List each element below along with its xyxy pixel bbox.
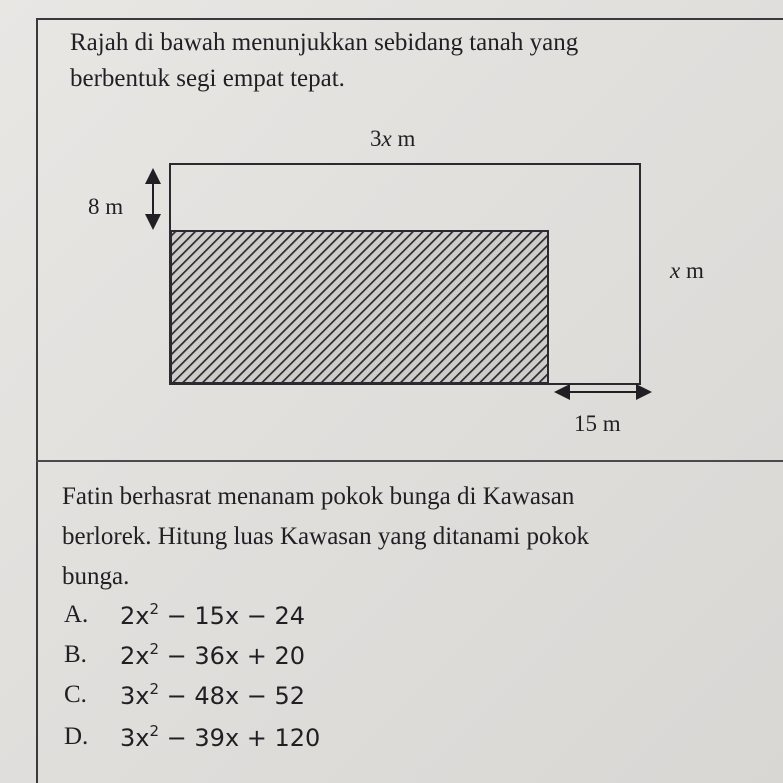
option-a-expression: $2x^2 - 15x - 24$ [120,600,306,630]
option-d-letter: D. [64,723,89,750]
option-b-letter: B. [64,641,87,668]
option-d-expression: $3x^2 - 39x + 120$ [120,722,321,752]
prompt-line-3: bunga. [62,563,130,590]
intro-line-2: berbentuk segi empat tepat. [70,65,345,92]
shaded-region [171,231,548,383]
prompt-line-1: Fatin berhasrat menanam pokok bunga di Kawasan [62,483,575,510]
option-c-letter: C. [64,681,87,708]
label-x-m: x m [670,258,704,283]
prompt-line-2: berlorek. Hitung luas Kawasan yang ditanami pokok [62,523,589,550]
label-15m: 15 m [574,411,621,436]
label-3x-m: 3x m [370,126,416,151]
option-c-expression: $3x^2 - 48x - 52$ [120,680,306,710]
option-a-letter: A. [64,601,89,628]
intro-line-1: Rajah di bawah menunjukkan sebidang tanah yang [70,29,579,56]
option-b-expression: $2x^2 - 36x + 20$ [120,640,306,670]
label-8m: 8 m [88,194,124,219]
